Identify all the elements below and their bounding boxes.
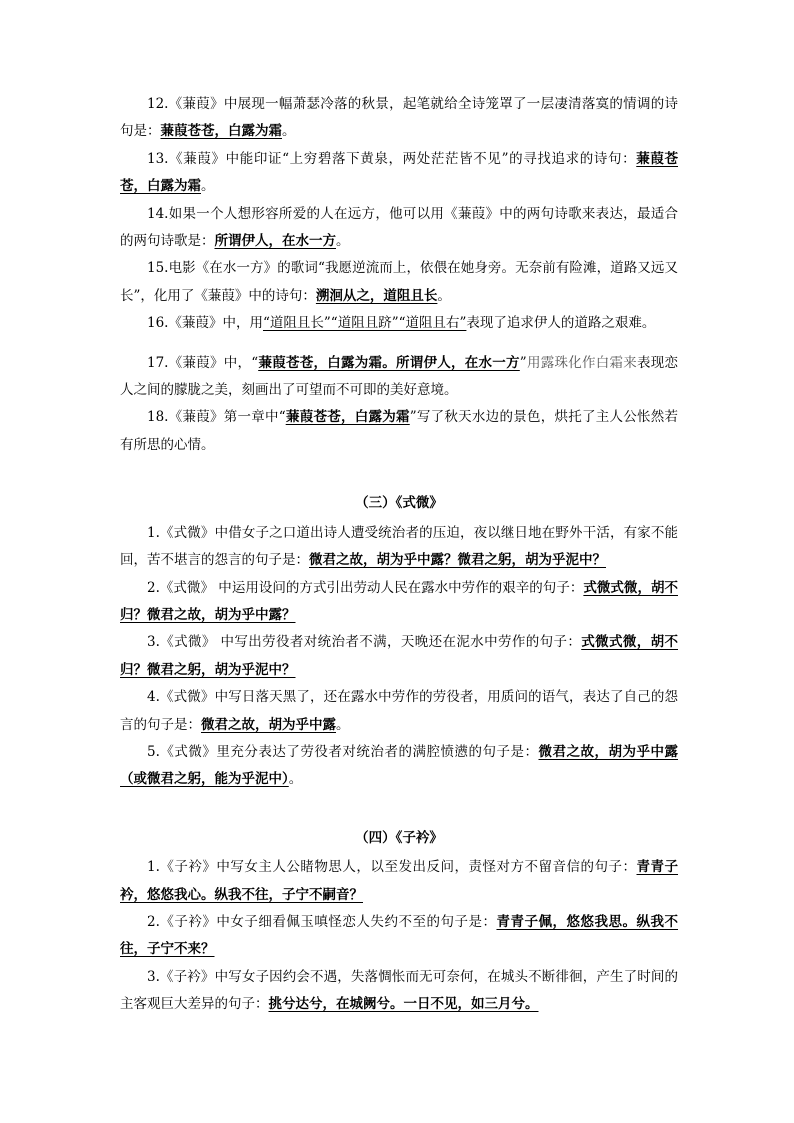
- question-number: 3.: [147, 968, 160, 985]
- question-14: [120, 201, 678, 256]
- answer-text: 式微式微，胡不归？微君之故，胡为乎中露？: [120, 579, 678, 623]
- answer-text: 蒹葭苍苍，白露为霜: [160, 123, 282, 140]
- question-18: [120, 404, 678, 459]
- answer-end: 。: [437, 287, 451, 304]
- question-text: 《式微》 中运用设问的方式引出劳动人民在露水中劳作的艰辛的句子：: [159, 579, 584, 596]
- question-number: 2.: [147, 579, 160, 596]
- question-number: 13.: [147, 150, 169, 167]
- question-number: 2.: [147, 913, 160, 930]
- zijin-question-2: [120, 909, 678, 964]
- answer-text: 蒹葭苍苍，白露为霜。所谓伊人，在水一方: [258, 354, 520, 371]
- question-number: 3.: [147, 634, 160, 651]
- question-text-end: 表现恋人之间的朦胧之美，刻画出了可望而不可即的美好意境。: [120, 354, 679, 399]
- answer-end: 。: [288, 771, 303, 788]
- question-15: [120, 255, 678, 310]
- question-number: 4.: [147, 689, 160, 706]
- question-text: 《式微》 中写出劳役者对统治者不满，天晚还在泥水中劳作的句子：: [159, 634, 582, 651]
- question-16: [120, 310, 678, 337]
- question-text: 《蒹葭》中能印证“上穷碧落下黄泉，两处茫茫皆不见”的寻找追求的诗句：: [168, 150, 637, 167]
- answer-text: 蒹葭苍苍，白露为霜: [120, 150, 679, 195]
- question-text: 《式微》中借女子之口道出诗人遭受统治者的压迫，夜以继日地在野外干活，有家不能回，苦不堪言的怨言的句子是：: [120, 524, 678, 569]
- answer-text: 挑兮达兮，在城阙兮。一日不见，如三月兮。: [268, 996, 539, 1013]
- answer-end: 。: [201, 178, 215, 195]
- gray-text: 用露珠化作白霜来: [526, 354, 638, 371]
- answer-text: 所谓伊人，在水一方: [214, 233, 336, 250]
- zijin-question-1: [120, 854, 678, 909]
- answer-text: 青青子佩，悠悠我思。纵我不往，子宁不来？: [120, 913, 679, 958]
- question-text: 《子衿》中女子细看佩玉嗔怪恋人失约不至的句子是：: [159, 913, 497, 930]
- shiwei-question-4: [120, 684, 678, 739]
- answer-end: 。: [336, 716, 350, 733]
- question-number: 12.: [147, 96, 169, 112]
- question-text: 《蒹葭》中，用: [168, 315, 263, 332]
- section-heading-zijin: （四）《子衿》: [355, 829, 443, 846]
- answer-text: 溯洄从之，道阻且长: [315, 287, 438, 304]
- shiwei-question-5: [120, 739, 678, 794]
- document-body: [120, 91, 678, 1019]
- answer-text: 微君之故，胡为乎中露（或微君之躬，能为乎泥中）: [120, 743, 679, 788]
- question-number: 1.: [147, 859, 160, 876]
- shiwei-question-1: [120, 520, 678, 575]
- answer-text: 微君之故，胡为乎中露？微君之躬，胡为乎泥中？: [309, 552, 606, 569]
- question-text: 《式微》里充分表达了劳役者对统治者的满腔愤懑的句子是：: [159, 743, 539, 760]
- question-text: 《蒹葭》第一章中“: [168, 409, 286, 426]
- question-text: 电影《在水一方》的歌词“我愿逆流而上，依偎在她身旁。无奈前有险滩，道路又远又长”，化用了《蒹葭》中的诗句：: [120, 260, 678, 304]
- question-text: 如果一个人想形容所爱的人在远方，他可以用《蒹葭》中的两句诗歌来表达，最适合的两句诗歌是：: [120, 205, 678, 250]
- zijin-question-3: [120, 964, 678, 1019]
- shiwei-question-3: [120, 629, 678, 684]
- answer-end: 。: [336, 233, 350, 250]
- answer-text: 青青子衿，悠悠我心。纵我不往，子宁不嗣音？: [120, 859, 679, 903]
- question-number: 17.: [147, 354, 169, 371]
- question-number: 16.: [147, 315, 169, 332]
- answer-text: “道阻且长”“道阻且跻”“道阻且右”: [262, 315, 467, 332]
- question-number: 5.: [147, 743, 160, 760]
- answer-end: 。: [282, 123, 296, 140]
- question-number: 15.: [147, 260, 169, 277]
- question-text: 《式微》中写日落天黑了，还在露水中劳作的劳役者，用质问的语气，表达了自己的怨言的句子是：: [120, 689, 678, 733]
- shiwei-question-2: [120, 575, 678, 630]
- quote-close: ”: [519, 354, 527, 371]
- answer-text: 微君之故，胡为乎中露: [201, 716, 336, 733]
- question-number: 14.: [147, 205, 169, 222]
- question-text: 《蒹葭》中展现一幅萧瑟冷落的秋景，起笔就给全诗笼罩了一层凄清落寞的情调的诗句是：: [120, 96, 678, 140]
- question-number: 1.: [147, 524, 160, 541]
- question-12: [120, 91, 678, 146]
- question-text: 《蒹葭》中，: [168, 354, 252, 371]
- section-heading-shiwei: （三）《式微》: [355, 495, 443, 512]
- question-text: 《子衿》中写女子因约会不遇，失落惆怅而无可奈何，在城头不断徘徊，产生了时间的主客观巨大差异的句子：: [120, 968, 678, 1013]
- question-text-end: 表现了追求伊人的道路之艰难。: [466, 315, 656, 332]
- answer-text: 式微式微，胡不归？微君之躬，胡为乎泥中？: [120, 634, 678, 678]
- question-text-end: ”写了秋天水边的景色，烘托了主人公怅然若有所思的心情。: [120, 409, 679, 453]
- quote-open: “: [251, 354, 259, 371]
- answer-text: 蒹葭苍苍，白露为霜: [285, 409, 410, 426]
- question-text: 《子衿》中写女主人公睹物思人，以至发出反问，责怪对方不留音信的句子：: [159, 859, 637, 876]
- question-number: 18.: [147, 409, 169, 426]
- question-17: [120, 350, 678, 405]
- question-13: [120, 146, 678, 201]
